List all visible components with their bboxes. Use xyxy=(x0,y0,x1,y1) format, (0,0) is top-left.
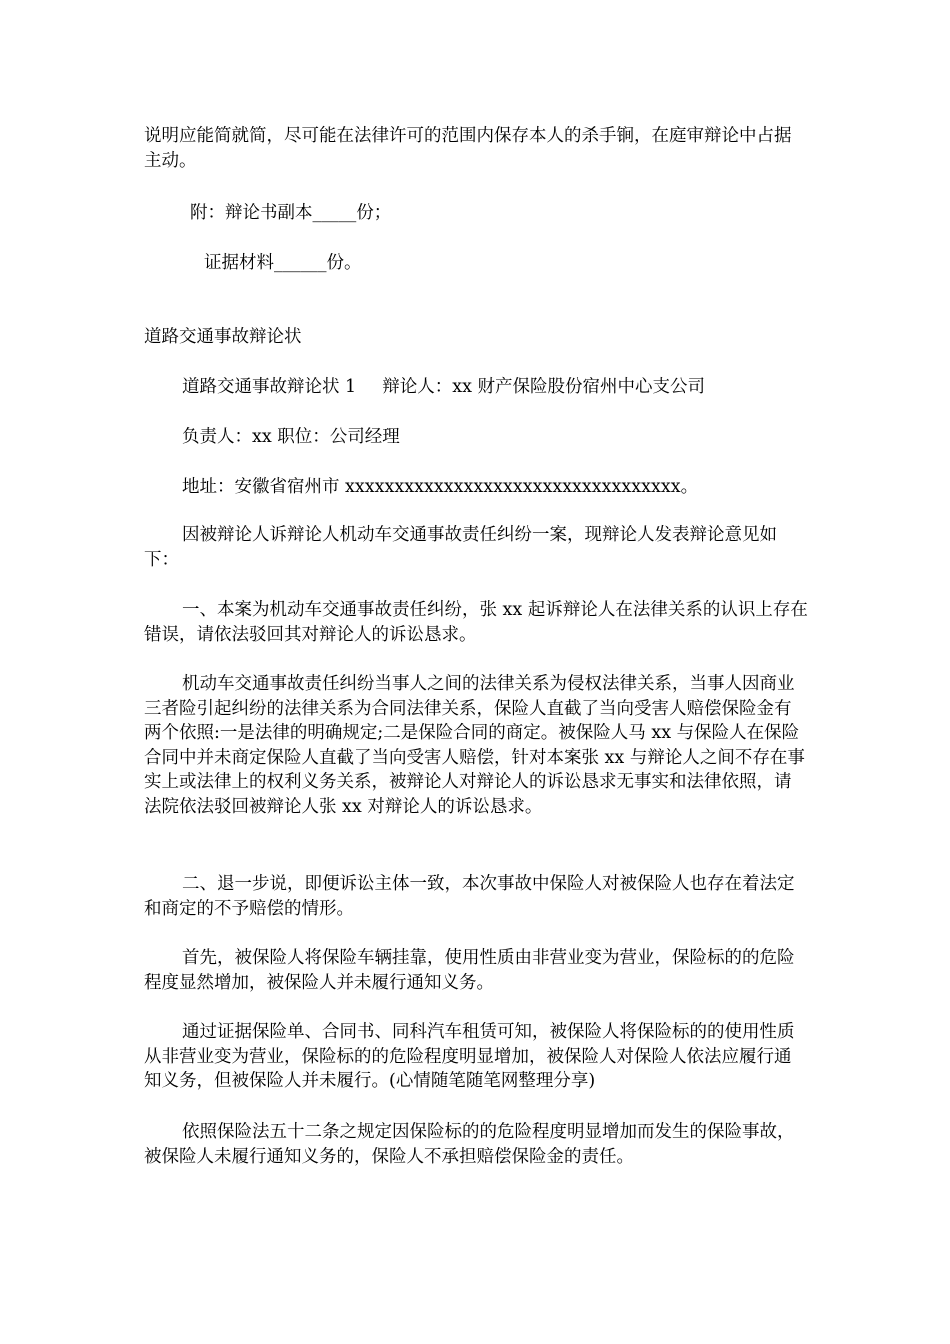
attachment-line: 附：辩论书副本_____份； xyxy=(190,203,392,223)
evidence-paragraph: 通过证据保险单、合同书、同科汽车租赁可知，被保险人将保险标的的使用性质从非营业变为营业，保险标的的危险程度明显增加，被保险人对保险人依法应履行通知义务，但被保险人并未履行。(心情随笔随笔网整理分享) xyxy=(144,1022,795,1091)
cause-paragraph: 因被辩论人诉辩论人机动车交通事故责任纠纷一案，现辩论人发表辩论意见如下： xyxy=(144,525,777,570)
law-paragraph: 依照保险法五十二条之规定因保险标的的危险程度明显增加而发生的保险事故，被保险人未履行通知义务的，保险人不承担赔偿保险金的责任。 xyxy=(144,1122,795,1167)
point-one-paragraph: 一、本案为机动车交通事故责任纠纷，张 xx 起诉辩论人在法律关系的认识上存在错误，请依法驳回其对辩论人的诉讼恳求。 xyxy=(144,600,808,645)
first-paragraph: 首先，被保险人将保险车辆挂靠，使用性质由非营业变为营业，保险标的的危险程度显然增加，被保险人并未履行通知义务。 xyxy=(144,948,795,993)
relation-paragraph: 机动车交通事故责任纠纷当事人之间的法律关系为侵权法律关系，当事人因商业三者险引起纠纷的法律关系为合同法律关系，保险人直截了当向受害人赔偿保险金有两个依照:一是法律的明确规定;二是保险合同的商定。被保险人马 xx 与保险人在保险合同中并未商定保险人直截了当向受害人赔偿，针对本案张 xx 与辩论人之间不存在事实上或法律上的权利义务关系，被辩论人对辩论人的诉讼恳求无事实和法律依照，请法院依法驳回被辩论人张 xx 对辩论人的诉讼恳求。 xyxy=(144,674,805,817)
section-title: 道路交通事故辩论状 xyxy=(144,327,302,347)
subtitle: 道路交通事故辩论状 1 xyxy=(182,377,357,397)
point-two-paragraph: 二、退一步说，即便诉讼主体一致，本次事故中保险人对被保险人也存在着法定和商定的不予赔偿的情形。 xyxy=(144,874,795,919)
responsible-line: 负责人：xx 职位：公司经理 xyxy=(182,427,400,447)
intro-paragraph: 说明应能简就简，尽可能在法律许可的范围内保存本人的杀手锏，在庭审辩论中占据主动。 xyxy=(144,126,792,171)
address-line: 地址：安徽省宿州市 xxxxxxxxxxxxxxxxxxxxxxxxxxxxxxxxxx。 xyxy=(182,477,699,497)
debater-line xyxy=(144,375,808,400)
debater-info: 辩论人：xx 财产保险股份宿州中心支公司 xyxy=(382,377,706,397)
evidence-line: 证据材料______份。 xyxy=(204,253,362,273)
